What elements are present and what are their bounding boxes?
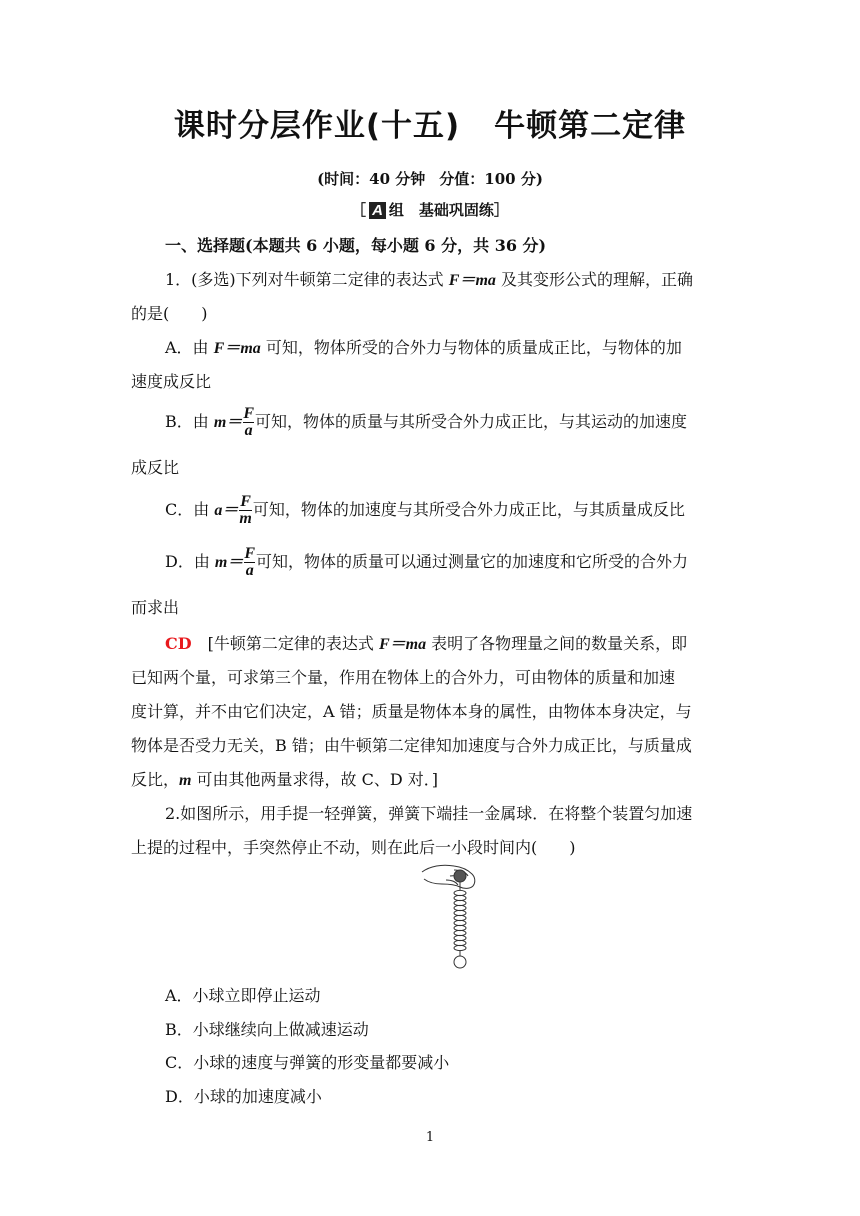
explanation-text: [牛顿第二定律的表达式 [191,634,379,653]
hand-illustration [422,865,475,888]
fraction-numerator: F [240,493,251,510]
group-label: 组 基础巩固练 [388,201,494,219]
option-d-lhs: m＝ [214,554,244,571]
option-a-text: 可知，物体所受的合外力与物体的质量成正比，与物体的加 [260,338,682,357]
fraction-denominator: m [239,510,252,527]
fraction-numerator: F [243,405,254,422]
title-main: 课时分层作业(十五) [173,108,461,144]
q1-formula: F＝ma [448,272,496,289]
q2-option-b: B．小球继续向上做减速运动 [165,1020,369,1039]
spring-ball-figure [420,862,500,974]
q2-option-c: C．小球的速度与弹簧的形变量都要减小 [165,1053,450,1072]
q1-explanation-line4: 物体是否受力无关，B 错；由牛顿第二定律知加速度与合外力成正比，与质量成 [131,736,692,755]
explanation-text-2: 可由其他两量求得，故 C、D 对．] [191,770,439,789]
fraction-numerator: F [244,545,256,562]
score-total: 分值：100 分) [439,170,543,188]
option-a-prefix: A．由 [165,338,214,357]
q2-option-a: A．小球立即停止运动 [165,986,321,1005]
option-d-prefix: D．由 [165,552,215,571]
q1-explanation-line5 [131,770,438,791]
option-c-fraction [239,494,251,527]
fraction-denominator: a [244,422,253,439]
section-heading: 一、选择题(本题共 6 小题，每小题 6 分，共 36 分) [165,236,547,255]
option-b-prefix: B．由 [165,412,214,431]
option-c-lhs: a＝ [214,502,239,519]
q1-option-d [165,546,688,579]
q1-explanation-line2: 已知两个量，可求第三个量，作用在物体上的合外力，可由物体的质量和加速 [131,668,676,687]
q1-stem-text: 1．(多选)下列对牛顿第二定律的表达式 [165,270,449,289]
option-d-fraction [244,546,255,579]
spring-illustration [454,882,466,956]
q1-stem-line2: 的是( ) [131,304,208,323]
page-number: 1 [425,1130,435,1145]
metal-ball [454,956,466,968]
option-a-formula: F＝ma [213,340,261,357]
group-badge: A [369,202,386,219]
q1-option-a-line2: 速度成反比 [131,372,212,391]
explanation-variable: m [179,772,192,789]
q2-stem: 2.如图所示，用手提一轻弹簧，弹簧下端挂一金属球．在将整个装置匀加速 [165,804,693,823]
fraction-denominator: a [245,562,254,579]
q1-option-d-line2: 而求出 [131,598,180,617]
title-topic: 牛顿第二定律 [494,108,687,144]
option-d-text: 可知，物体的质量可以通过测量它的加速度和它所受的合外力 [256,552,689,571]
option-b-fraction [243,406,254,439]
q1-option-c [165,494,685,527]
q1-option-a [165,338,682,359]
option-c-prefix: C．由 [165,500,215,519]
q1-option-b [165,406,687,439]
time-limit: (时间：40 分钟 [317,170,426,188]
q1-stem [165,270,693,291]
option-b-lhs: m＝ [213,414,243,431]
q1-answer: CD [165,634,192,653]
exam-meta [0,168,860,189]
group-heading [0,199,860,220]
page-title [0,100,860,145]
q1-stem-text-2: 及其变形公式的理解，正确 [495,270,693,289]
explanation-text-2: 表明了各物理量之间的数量关系，即 [426,634,688,653]
explanation-formula: F＝ma [378,636,427,653]
q1-answer-line1 [165,634,687,655]
explanation-text: 反比， [131,770,180,789]
q2-option-d: D．小球的加速度减小 [165,1087,322,1106]
q1-explanation-line3: 度计算，并不由它们决定，A 错；质量是物体本身的属性，由物体本身决定，与 [131,702,692,721]
option-c-text: 可知，物体的加速度与其所受合外力成正比，与其质量成反比 [252,500,685,519]
bracket-close: ］ [493,201,509,219]
q1-option-b-line2: 成反比 [131,458,180,477]
bracket-open: ［ [351,201,367,219]
option-b-text: 可知，物体的质量与其所受合外力成正比，与其运动的加速度 [254,412,687,431]
q2-stem-line2: 上提的过程中，手突然停止不动，则在此后一小段时间内( ) [131,838,576,857]
